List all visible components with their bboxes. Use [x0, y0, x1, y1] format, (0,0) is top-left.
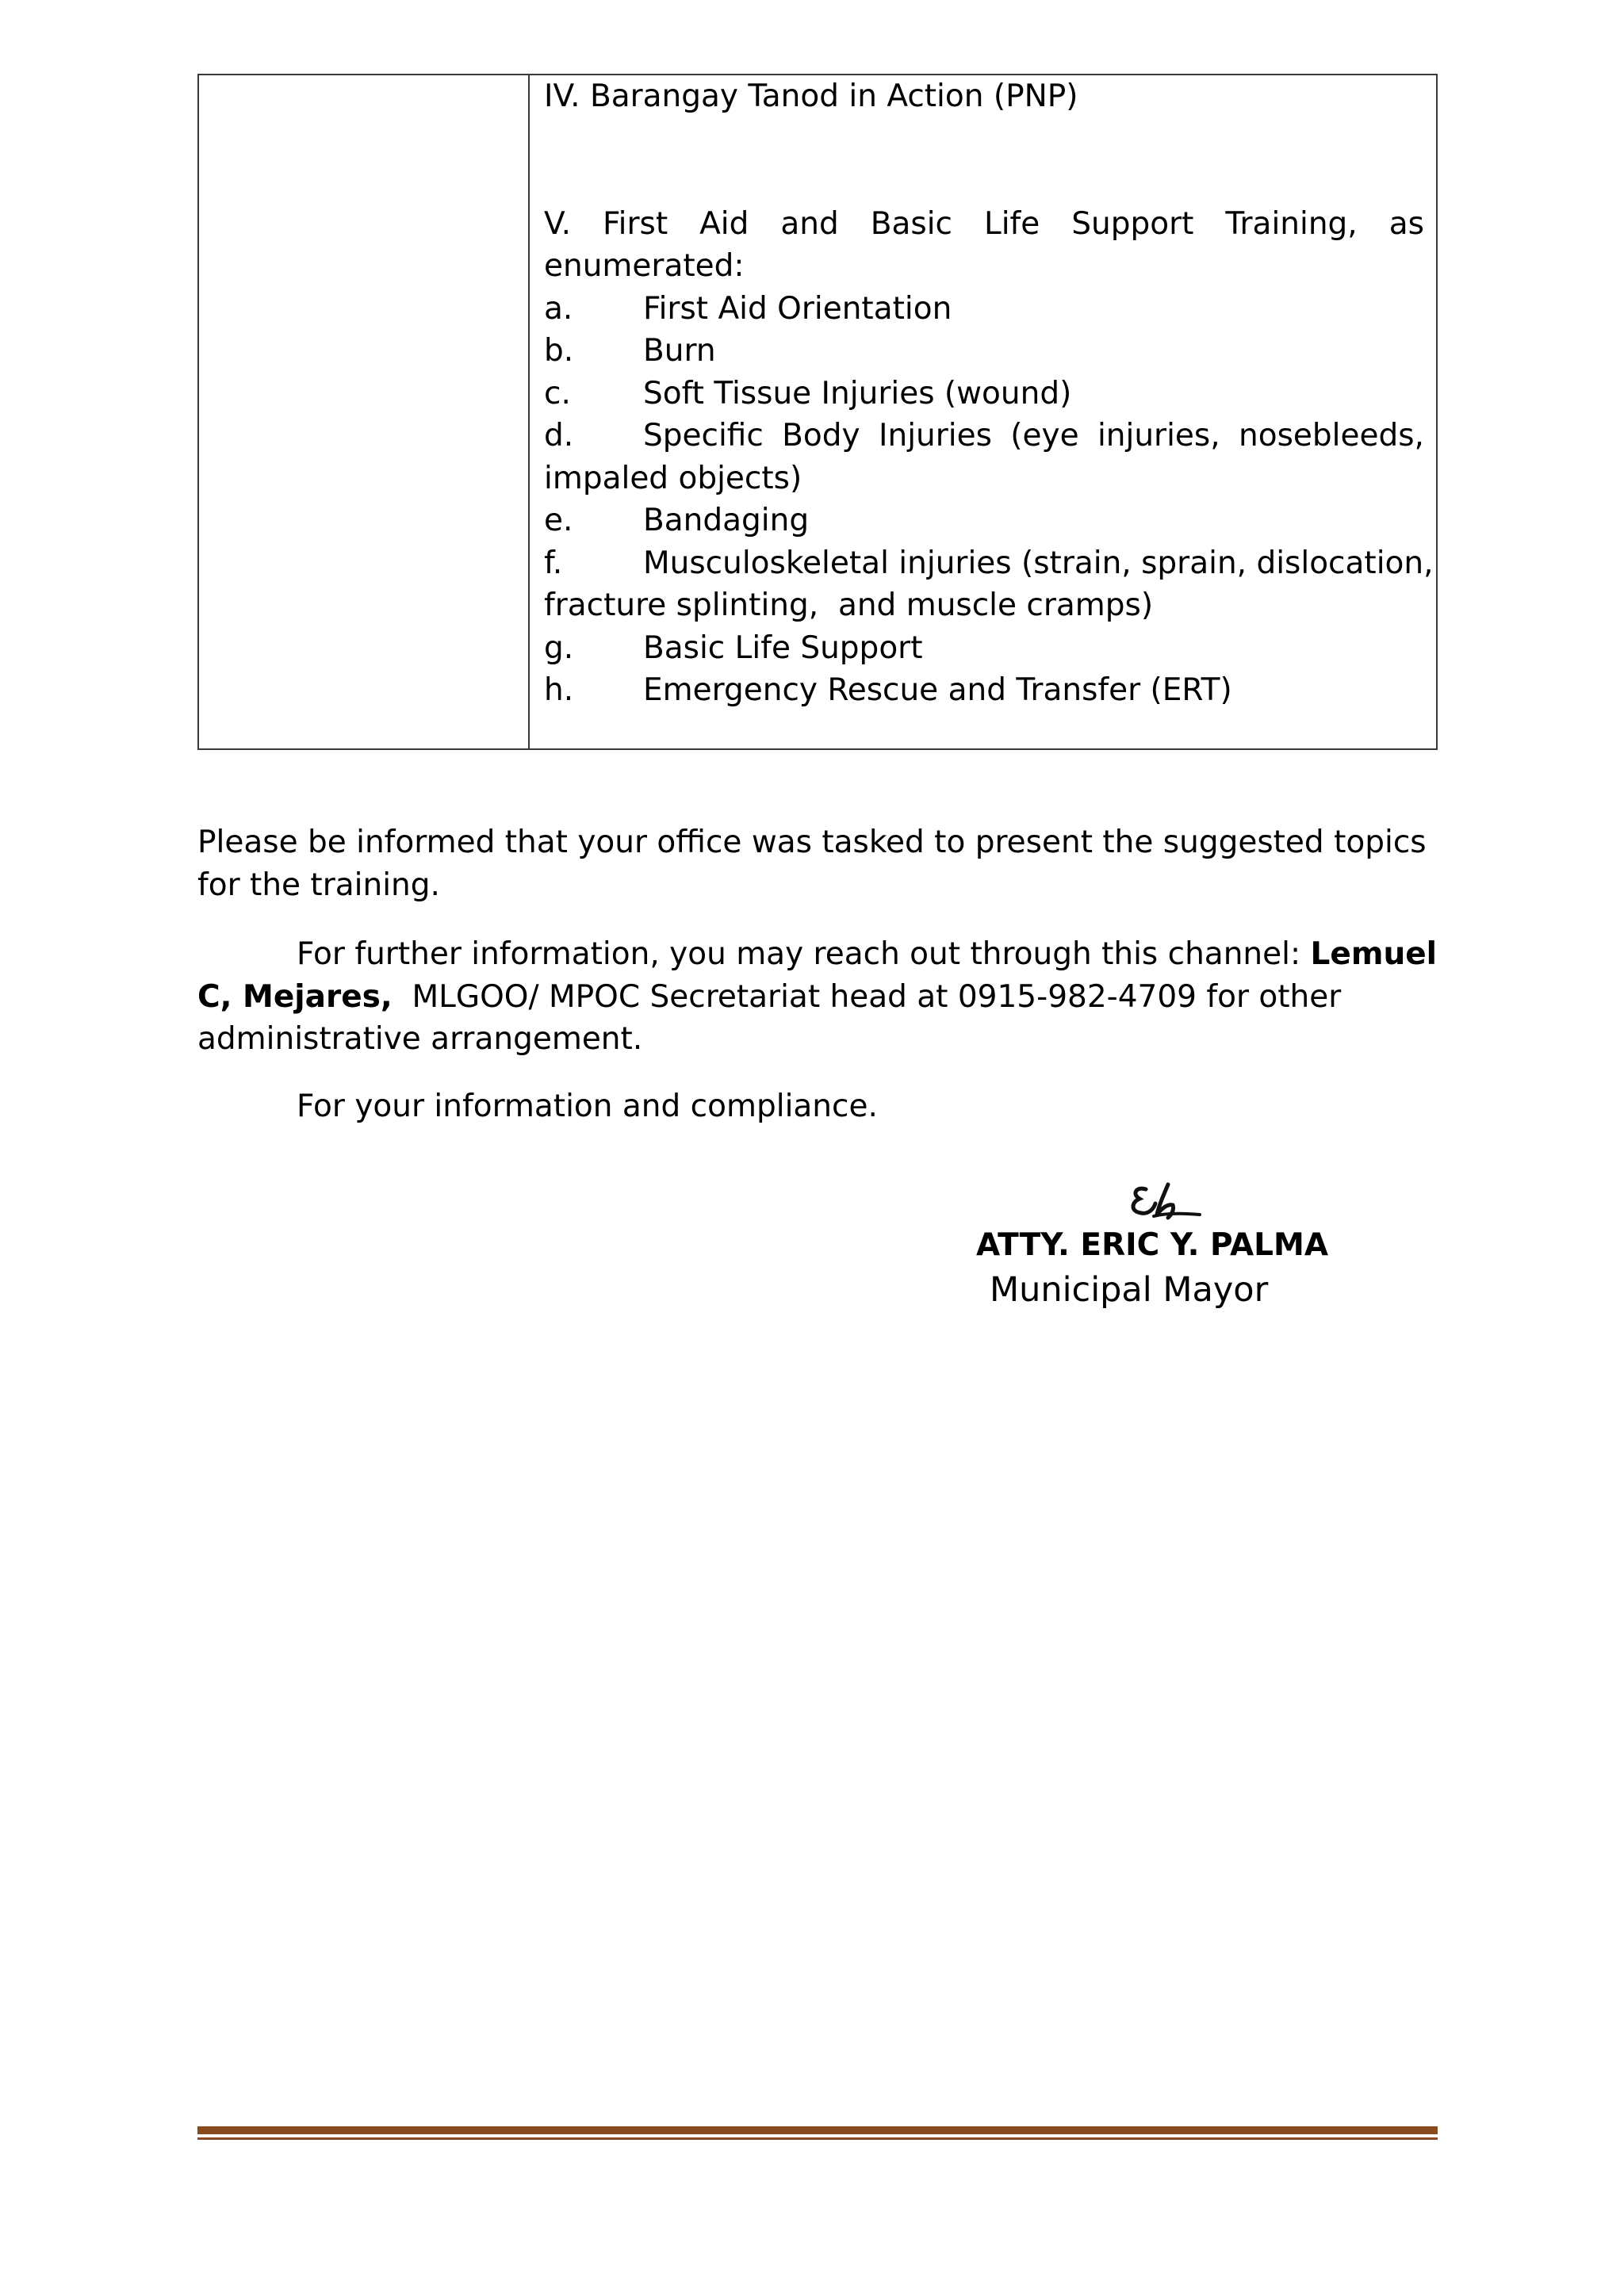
list-item	[544, 373, 1424, 415]
list-item-word: injuries,	[1097, 418, 1220, 453]
footer-rule-thick	[197, 2126, 1438, 2134]
signatory-title: Municipal Mayor	[990, 1270, 1269, 1310]
list-item-text: Soft Tissue Injuries (wound)	[643, 375, 1072, 411]
topic-v-word: Aid	[699, 205, 749, 242]
topic-v-word: Support	[1071, 205, 1194, 242]
list-item-marker: f.	[544, 545, 563, 581]
list-item-word: nosebleeds,	[1239, 418, 1424, 453]
contact-line-2	[197, 976, 1438, 1019]
list-item-marker: d.	[544, 418, 574, 453]
compliance-paragraph	[197, 1085, 1438, 1128]
list-item-marker: a.	[544, 290, 573, 327]
topic-iv: IV. Barangay Tanod in Action (PNP)	[544, 78, 1078, 114]
topic-v-word: as	[1388, 205, 1424, 242]
list-item-text	[643, 415, 1424, 457]
list-item	[544, 669, 1424, 712]
list-item	[544, 288, 1424, 331]
contact-line-3: administrative arrangement.	[197, 1021, 643, 1057]
list-item-word: Specific	[643, 418, 764, 453]
topic-v-heading-cont: enumerated:	[544, 248, 745, 284]
list-item	[544, 415, 1424, 457]
list-item-word: Body	[782, 418, 860, 453]
topic-v-word: Training,	[1225, 205, 1358, 242]
list-item-continuation: impaled objects)	[544, 460, 802, 496]
informed-line-2: for the training.	[197, 867, 440, 903]
topics-table	[197, 74, 1438, 750]
contact-person-first: Lemuel	[1310, 936, 1438, 972]
list-item-text: Emergency Rescue and Transfer (ERT)	[643, 672, 1232, 708]
list-item-text: Bandaging	[643, 503, 810, 538]
list-item-text: Burn	[643, 333, 716, 369]
footer-rule-thin	[197, 2137, 1438, 2140]
table-right-cell	[544, 75, 1434, 712]
topic-v-items	[544, 288, 1434, 712]
contact-person-last: C, Mejares,	[197, 978, 393, 1015]
list-item	[544, 627, 1424, 670]
topic-v-word: Basic	[870, 205, 952, 242]
list-item-marker: e.	[544, 503, 573, 538]
list-item-word: Injuries	[878, 418, 992, 453]
list-item	[544, 330, 1424, 373]
contact-paragraph	[197, 933, 1438, 1061]
list-item	[544, 499, 1424, 542]
informed-paragraph	[197, 821, 1438, 906]
contact-line-1	[197, 933, 1438, 976]
informed-line-1: Please be informed that your office was tasked to present the suggested topics	[197, 825, 1427, 860]
list-item	[544, 542, 1434, 585]
list-item-marker: b.	[544, 333, 574, 369]
topic-v-word: and	[780, 205, 839, 242]
list-item-text: Basic Life Support	[643, 629, 923, 666]
list-item-marker: h.	[544, 672, 574, 708]
list-item-text: Musculoskeletal injuries (strain, sprain, dislocation,	[643, 545, 1434, 581]
topic-v-word: V.	[544, 205, 572, 242]
list-item-text: First Aid Orientation	[643, 290, 952, 327]
topic-v-heading	[544, 203, 1424, 246]
list-item-continuation: fracture splinting, and muscle cramps)	[544, 587, 1154, 623]
signatory-name: ATTY. ERIC Y. PALMA	[976, 1227, 1329, 1263]
footer-rule	[197, 2126, 1438, 2141]
list-item-marker: c.	[544, 375, 571, 411]
table-left-cell	[199, 75, 530, 748]
contact-text-1: For further information, you may reach out through this channel:	[297, 936, 1311, 972]
compliance-line: For your information and compliance.	[297, 1089, 878, 1124]
list-item-marker: g.	[544, 629, 574, 666]
topic-v-word: Life	[983, 205, 1040, 242]
signature-mark	[1122, 1180, 1201, 1227]
list-item-word: (eye	[1010, 418, 1079, 453]
spacer	[544, 118, 1424, 203]
topic-v-word: First	[603, 205, 668, 242]
contact-text-2: MLGOO/ MPOC Secretariat head at 0915-982-4709 for other	[392, 978, 1342, 1015]
